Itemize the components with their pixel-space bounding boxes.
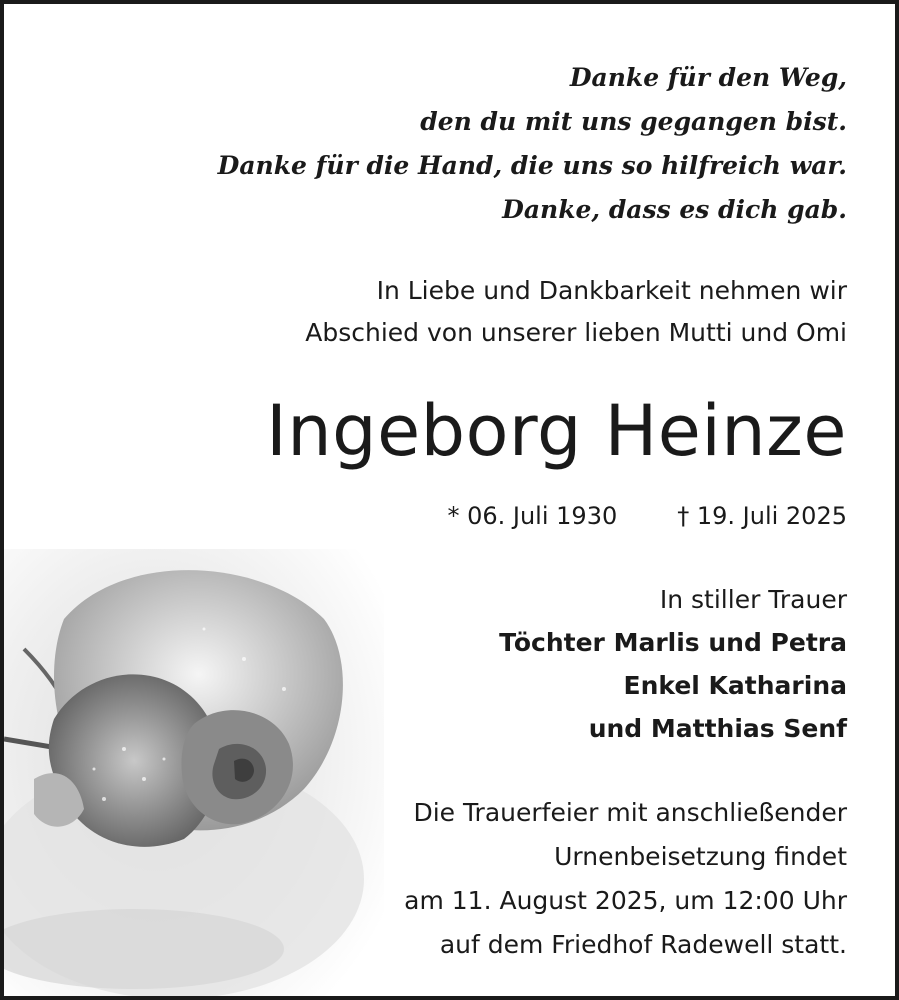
intro-line: In Liebe und Dankbarkeit nehmen wir xyxy=(376,276,847,305)
mourner-line: Enkel Katharina xyxy=(623,671,847,700)
service-line: auf dem Friedhof Radewell statt. xyxy=(439,930,847,959)
life-dates xyxy=(154,496,847,536)
mourners-lead: In stiller Trauer xyxy=(659,585,847,614)
service-line: am 11. August 2025, um 12:00 Uhr xyxy=(404,886,847,915)
poem-line: den du mit uns gegangen bist. xyxy=(420,107,847,136)
poem-line: Danke für die Hand, die uns so hilfreich war. xyxy=(217,151,847,180)
funeral-service-info xyxy=(154,791,847,967)
deceased-name: Ingeborg Heinze xyxy=(266,390,847,472)
intro-text xyxy=(154,270,847,354)
mourner-line: und Matthias Senf xyxy=(588,714,847,743)
service-line: Urnenbeisetzung findet xyxy=(554,842,847,871)
birth-date: * 06. Juli 1930 xyxy=(447,502,618,530)
poem-line: Danke für den Weg, xyxy=(569,63,847,92)
intro-line: Abschied von unserer lieben Mutti und Omi xyxy=(305,318,847,347)
poem-line: Danke, dass es dich gab. xyxy=(502,195,847,224)
death-date: † 19. Juli 2025 xyxy=(677,502,847,530)
mourners xyxy=(154,578,847,750)
service-line: Die Trauerfeier mit anschließender xyxy=(413,798,847,827)
mourner-line: Töchter Marlis und Petra xyxy=(499,628,847,657)
poem xyxy=(154,56,847,232)
